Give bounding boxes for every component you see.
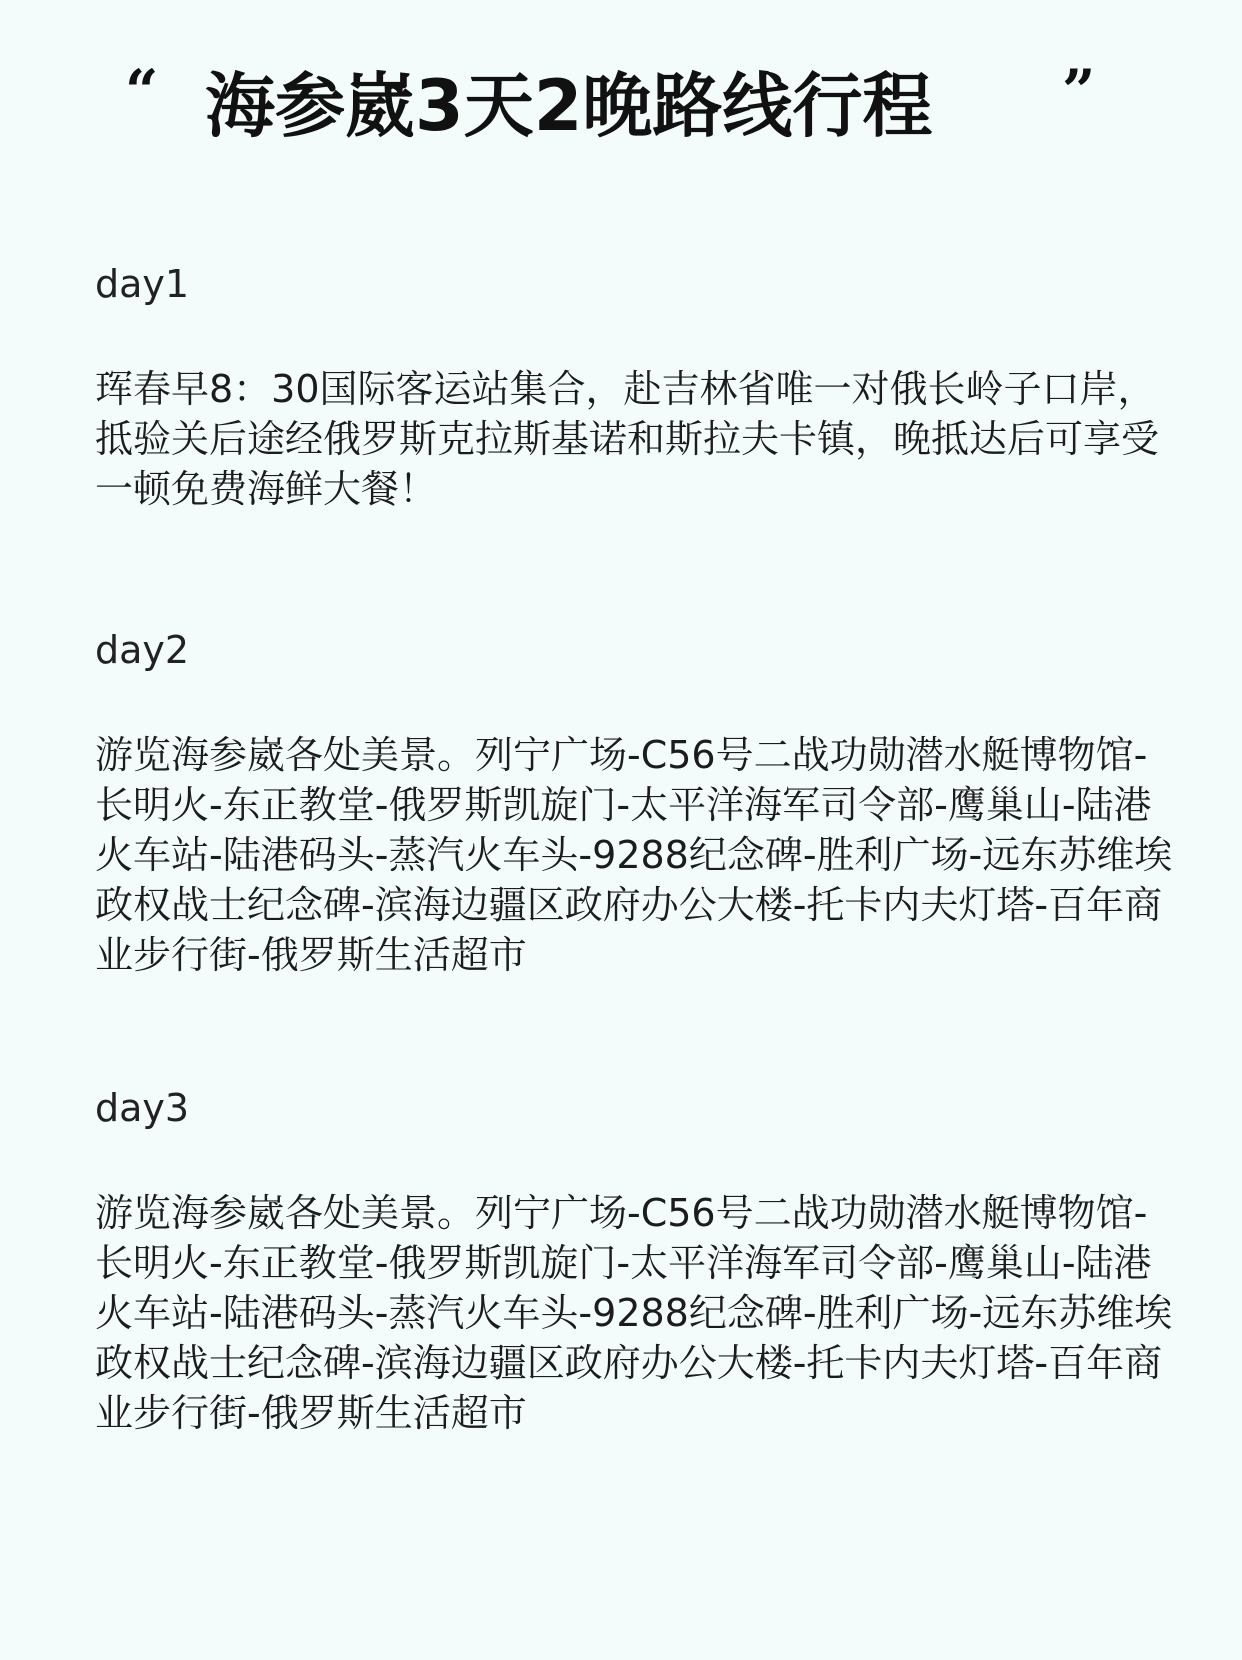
page-title: 海参崴3天2晚路线行程 — [205, 65, 933, 147]
day3-label: day3 — [95, 1086, 190, 1130]
day3-description: 游览海参崴各处美景。列宁广场-C56号二战功勋潜水艇博物馆-长明火-东正教堂-俄罗斯凯旋门-太平洋海军司令部-鹰巢山-陆港火车站-陆港码头-蒸汽火车头-9288纪念碑-胜利广场-远东苏维埃政权战士纪念碑-滨海边疆区政府办公大楼-托卡内夫灯塔-百年商业步行街-俄罗斯生活超市 — [95, 1190, 1173, 1435]
day3-section — [95, 1086, 1175, 1438]
day2-description: 游览海参崴各处美景。列宁广场-C56号二战功勋潜水艇博物馆-长明火-东正教堂-俄罗斯凯旋门-太平洋海军司令部-鹰巢山-陆港火车站-陆港码头-蒸汽火车头-9288纪念碑-胜利广场-远东苏维埃政权战士纪念碑-滨海边疆区政府办公大楼-托卡内夫灯塔-百年商业步行街-俄罗斯生活超市 — [95, 732, 1173, 977]
day1-section — [95, 262, 1175, 514]
title-row — [0, 52, 1242, 162]
day1-label: day1 — [95, 262, 190, 306]
day2-label: day2 — [95, 628, 190, 672]
open-quote-mark: “ — [125, 57, 159, 125]
close-quote-mark: ” — [1062, 57, 1096, 125]
day1-description: 珲春早8：30国际客运站集合，赴吉林省唯一对俄长岭子口岸，抵验关后途经俄罗斯克拉斯基诺和斯拉夫卡镇，晚抵达后可享受一顿免费海鲜大餐！ — [95, 366, 1160, 511]
day2-section — [95, 628, 1175, 980]
